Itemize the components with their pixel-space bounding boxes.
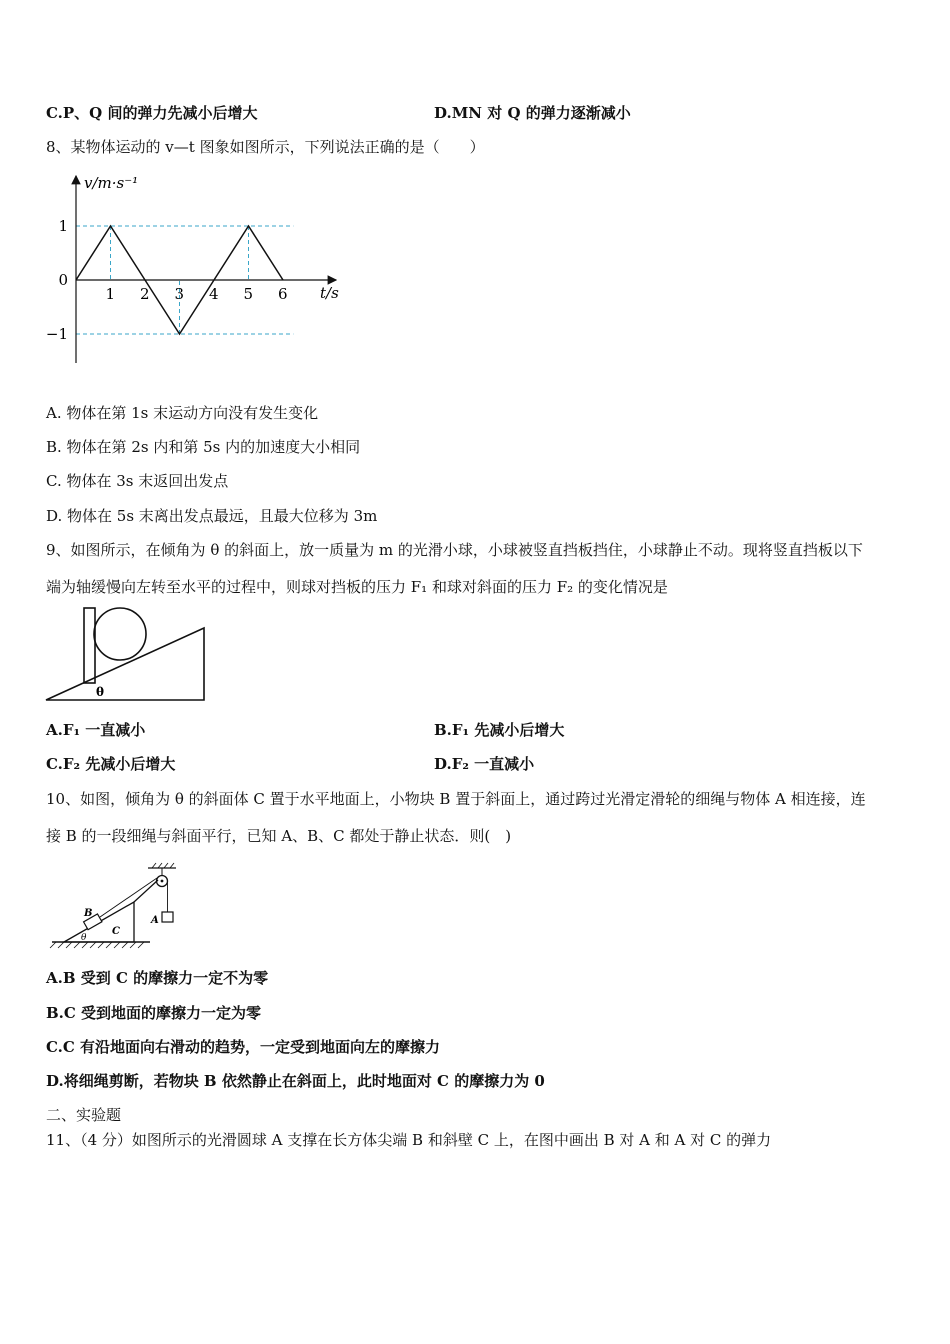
q10-stem-line1: 10、如图，倾角为 θ 的斜面体 C 置于水平地面上，小物块 B 置于斜面上，通过跨过光滑定滑轮的细绳与物体 A 相连接，连	[46, 790, 866, 808]
x-axis-label: t/s	[320, 284, 339, 302]
incline	[46, 628, 204, 700]
y-tick-label: 1	[58, 217, 68, 235]
q10-option-c: C.C 有沿地面向右滑动的趋势，一定受到地面向左的摩擦力	[46, 1038, 441, 1056]
ball	[94, 608, 146, 660]
section-title: 二、实验题	[46, 1106, 122, 1124]
y-axis-label: v/m·s⁻¹	[84, 174, 139, 192]
y-tick-label: 0	[58, 271, 68, 289]
x-tick-label-3: 3	[174, 285, 185, 303]
label-a: A	[151, 915, 159, 926]
pulley-incline-figure	[48, 862, 188, 952]
q11-stem: 11、（4 分）如图所示的光滑圆球 A 支撑在长方体尖端 B 和斜壁 C 上，在图中画出 B 对 A 和 A 对 C 的弹力	[46, 1131, 772, 1149]
q8-option-d: D. 物体在 5s 末离出发点最远，且最大位移为 3m	[46, 507, 378, 525]
q8-option-b: B. 物体在第 2s 内和第 5s 内的加速度大小相同	[46, 438, 361, 456]
q9-option-c: C.F₂ 先减小后增大	[46, 755, 176, 773]
x-tick-label-6: 6	[278, 285, 288, 303]
q10-option-b: B.C 受到地面的摩擦力一定为零	[46, 1004, 262, 1022]
q9-stem-line2: 端为轴缓慢向左转至水平的过程中，则球对挡板的压力 F₁ 和球对斜面的压力 F₂ 的变化情况是	[46, 578, 668, 596]
q9-option-a: A.F₁ 一直减小	[46, 721, 146, 739]
label-theta: θ	[81, 933, 87, 943]
label-b: B	[84, 908, 93, 919]
q8-stem: 8、某物体运动的 v—t 图象如图所示，下列说法正确的是（ ）	[46, 138, 485, 156]
q9-stem-line1: 9、如图所示，在倾角为 θ 的斜面上，放一质量为 m 的光滑小球，小球被竖直挡板挡住，小球静止不动。现将竖直挡板以下	[46, 541, 863, 559]
x-tick-label-4: 4	[209, 285, 219, 303]
q7-option-d: D.MN 对 Q 的弹力逐渐减小	[434, 104, 631, 122]
y-tick-label: −1	[45, 325, 68, 343]
label-c: C	[112, 926, 120, 937]
q9-option-b: B.F₁ 先减小后增大	[434, 721, 565, 739]
block-a	[162, 912, 173, 922]
q10-stem-line2: 接 B 的一段细绳与斜面平行，已知 A、B、C 都处于静止状态．则( )	[46, 827, 512, 845]
q8-option-c: C. 物体在 3s 末返回出发点	[46, 472, 229, 490]
q8-option-a: A. 物体在第 1s 末运动方向没有发生变化	[46, 404, 319, 422]
q10-option-a: A.B 受到 C 的摩擦力一定不为零	[46, 969, 269, 987]
x-tick-label-2: 2	[140, 285, 150, 303]
baffle-board	[84, 608, 95, 683]
rope-b	[100, 878, 157, 917]
incline-ball-figure	[44, 604, 208, 704]
q7-option-c: C.P、Q 间的弹力先减小后增大	[46, 104, 258, 122]
x-tick-label-1: 1	[105, 285, 116, 303]
vt-graph	[40, 168, 350, 378]
x-tick-label-5: 5	[243, 285, 254, 303]
q10-option-d: D.将细绳剪断，若物块 B 依然静止在斜面上，此时地面对 C 的摩擦力为 0	[46, 1072, 545, 1090]
theta-label: θ	[96, 685, 105, 699]
q9-option-d: D.F₂ 一直减小	[434, 755, 535, 773]
